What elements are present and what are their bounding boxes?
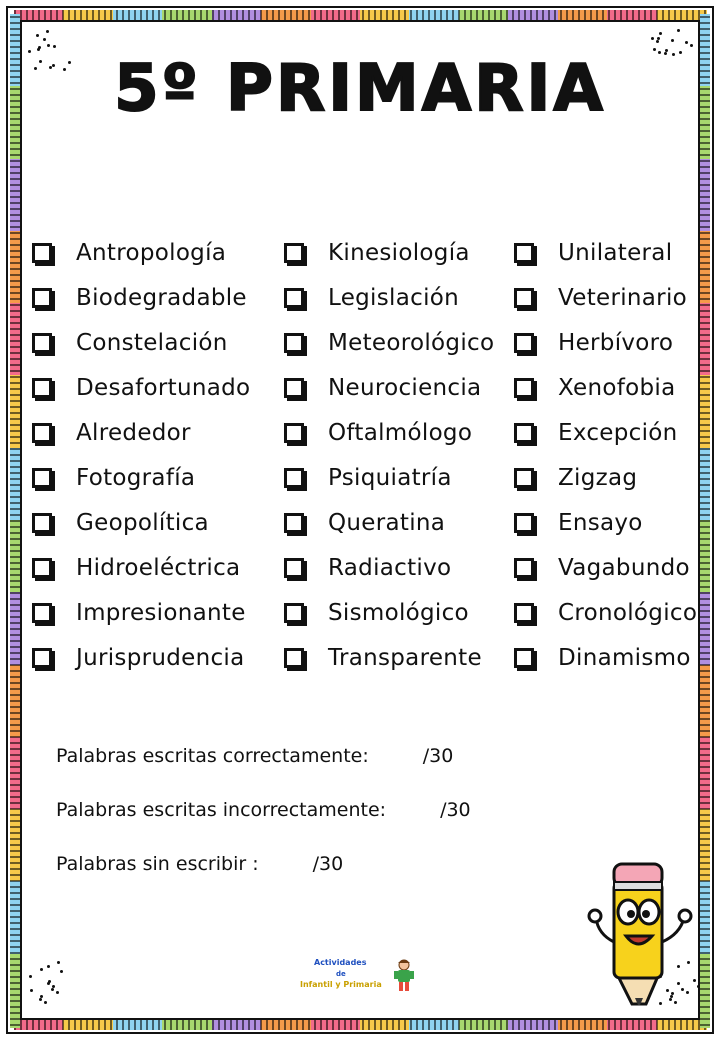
decorative-dot xyxy=(47,965,50,968)
checkbox-icon[interactable] xyxy=(32,603,52,623)
border-tick-marks xyxy=(14,10,706,20)
word-item xyxy=(32,275,250,320)
decorative-dot xyxy=(47,982,50,985)
word-item xyxy=(32,365,250,410)
word-label: Cronológico xyxy=(558,599,698,626)
word-item xyxy=(514,500,697,545)
word-item xyxy=(32,320,250,365)
word-item xyxy=(32,230,250,275)
decorative-dot xyxy=(60,970,63,973)
score-incorrect-label: Palabras escritas incorrectamente: xyxy=(56,799,387,821)
word-item xyxy=(514,590,697,635)
word-label: Meteorológico xyxy=(328,329,495,356)
checkbox-icon[interactable] xyxy=(514,468,534,488)
word-item xyxy=(514,455,697,500)
decorative-dot xyxy=(697,985,700,988)
decorative-dot xyxy=(38,46,41,49)
checkbox-icon[interactable] xyxy=(32,423,52,443)
checkbox-icon[interactable] xyxy=(514,378,534,398)
score-incorrect-mark: /30 xyxy=(440,799,471,821)
decorative-dot xyxy=(44,1001,47,1004)
decorative-dot xyxy=(690,44,693,47)
word-label: Fotografía xyxy=(76,464,196,491)
checkbox-icon[interactable] xyxy=(32,558,52,578)
word-label: Constelación xyxy=(76,329,228,356)
word-item xyxy=(284,410,494,455)
decorative-dot xyxy=(671,39,674,42)
checkbox-icon[interactable] xyxy=(284,333,304,353)
decorative-dot xyxy=(40,968,43,971)
checkbox-icon[interactable] xyxy=(284,558,304,578)
score-unwritten-mark: /30 xyxy=(312,853,344,875)
checkbox-icon[interactable] xyxy=(284,513,304,533)
decorative-dot xyxy=(51,988,54,991)
checkbox-icon[interactable] xyxy=(284,423,304,443)
word-label: Dinamismo xyxy=(558,644,691,671)
decorative-dot xyxy=(659,32,662,35)
score-unwritten xyxy=(56,853,343,875)
decorative-dot xyxy=(43,38,46,41)
score-unwritten-label: Palabras sin escribir : xyxy=(56,853,259,875)
word-item xyxy=(514,410,697,455)
word-item xyxy=(284,545,494,590)
checkbox-icon[interactable] xyxy=(514,513,534,533)
word-item xyxy=(284,365,494,410)
checkbox-icon[interactable] xyxy=(284,648,304,668)
pencil-character-icon xyxy=(586,858,696,1008)
score-incorrect xyxy=(56,799,471,821)
word-label: Sismológico xyxy=(328,599,469,626)
checkbox-icon[interactable] xyxy=(32,648,52,668)
word-label: Desafortunado xyxy=(76,374,251,401)
checkbox-icon[interactable] xyxy=(514,243,534,263)
decorative-dot xyxy=(657,37,660,40)
word-item xyxy=(32,500,250,545)
child-logo-icon xyxy=(392,958,416,994)
word-label: Geopolítica xyxy=(76,509,209,536)
word-label: Unilateral xyxy=(558,239,673,266)
checkbox-icon[interactable] xyxy=(514,333,534,353)
word-item xyxy=(284,275,494,320)
decorative-dots xyxy=(24,960,74,1010)
decorative-dot xyxy=(653,48,656,51)
checkbox-icon[interactable] xyxy=(514,648,534,668)
checkbox-icon[interactable] xyxy=(284,288,304,308)
word-item xyxy=(284,590,494,635)
word-label: Alrededor xyxy=(76,419,191,446)
word-label: Hidroeléctrica xyxy=(76,554,241,581)
checkbox-icon[interactable] xyxy=(32,243,52,263)
border-stripe-bottom xyxy=(14,1020,706,1030)
word-item xyxy=(284,230,494,275)
score-correct xyxy=(56,745,453,767)
border-tick-marks xyxy=(14,1020,706,1030)
decorative-dot xyxy=(56,991,59,994)
word-column-3 xyxy=(514,230,697,680)
word-label: Ensayo xyxy=(558,509,643,536)
word-label: Transparente xyxy=(328,644,482,671)
decorative-dot xyxy=(36,34,39,37)
word-label: Herbívoro xyxy=(558,329,674,356)
page-title: 5º PRIMARIA xyxy=(114,52,606,126)
word-label: Neurociencia xyxy=(328,374,482,401)
word-item xyxy=(284,635,494,680)
word-item xyxy=(514,320,697,365)
checkbox-icon[interactable] xyxy=(514,288,534,308)
logo-line-2: de xyxy=(336,970,346,978)
checkbox-icon[interactable] xyxy=(32,378,52,398)
checkbox-icon[interactable] xyxy=(514,423,534,443)
decorative-dot xyxy=(53,45,56,48)
border-tick-marks xyxy=(700,14,710,1026)
decorative-dot xyxy=(57,961,60,964)
word-label: Antropología xyxy=(76,239,227,266)
checkbox-icon[interactable] xyxy=(284,468,304,488)
word-label: Oftalmólogo xyxy=(328,419,473,446)
checkbox-icon[interactable] xyxy=(514,603,534,623)
decorative-dot xyxy=(677,29,680,32)
word-item xyxy=(514,545,697,590)
word-label: Radiactivo xyxy=(328,554,452,581)
word-label: Queratina xyxy=(328,509,446,536)
logo-line-3: Infantil y Primaria xyxy=(300,980,382,989)
word-item xyxy=(284,455,494,500)
word-item xyxy=(32,410,250,455)
border-stripe-right xyxy=(700,14,710,1026)
word-item xyxy=(32,545,250,590)
decorative-dot xyxy=(46,30,49,33)
word-label: Psiquiatría xyxy=(328,464,452,491)
checkbox-icon[interactable] xyxy=(284,243,304,263)
checkbox-icon[interactable] xyxy=(514,558,534,578)
word-column-2 xyxy=(284,230,494,680)
checkbox-icon[interactable] xyxy=(32,288,52,308)
word-label: Impresionante xyxy=(76,599,246,626)
word-label: Jurisprudencia xyxy=(76,644,245,671)
border-stripe-left xyxy=(10,14,20,1026)
word-label: Zigzag xyxy=(558,464,638,491)
score-correct-label: Palabras escritas correctamente: xyxy=(56,745,369,767)
checkbox-icon[interactable] xyxy=(32,513,52,533)
word-item xyxy=(514,365,697,410)
word-item xyxy=(514,635,697,680)
logo-line-1: Actividades xyxy=(314,958,367,967)
word-label: Xenofobia xyxy=(558,374,676,401)
word-item xyxy=(514,275,697,320)
decorative-dot xyxy=(39,998,42,1001)
decorative-dot xyxy=(656,40,659,43)
word-label: Vagabundo xyxy=(558,554,690,581)
word-item xyxy=(32,635,250,680)
publisher-logo xyxy=(300,956,424,998)
checkbox-icon[interactable] xyxy=(32,333,52,353)
border-stripe-top xyxy=(14,10,706,20)
checkbox-icon[interactable] xyxy=(32,468,52,488)
decorative-dot xyxy=(47,44,50,47)
word-label: Kinesiología xyxy=(328,239,470,266)
decorative-dot xyxy=(685,41,688,44)
score-correct-mark: /30 xyxy=(422,745,454,767)
word-label: Veterinario xyxy=(558,284,688,311)
checkbox-icon[interactable] xyxy=(284,378,304,398)
word-item xyxy=(284,320,494,365)
decorative-dot xyxy=(29,975,32,978)
decorative-dot xyxy=(30,989,33,992)
word-item xyxy=(32,590,250,635)
word-item xyxy=(284,500,494,545)
word-column-1 xyxy=(32,230,250,680)
decorative-dot xyxy=(651,37,654,40)
word-label: Excepción xyxy=(558,419,678,446)
word-item xyxy=(32,455,250,500)
word-item xyxy=(514,230,697,275)
checkbox-icon[interactable] xyxy=(284,603,304,623)
border-tick-marks xyxy=(10,14,20,1026)
word-label: Biodegradable xyxy=(76,284,247,311)
word-label: Legislación xyxy=(328,284,460,311)
